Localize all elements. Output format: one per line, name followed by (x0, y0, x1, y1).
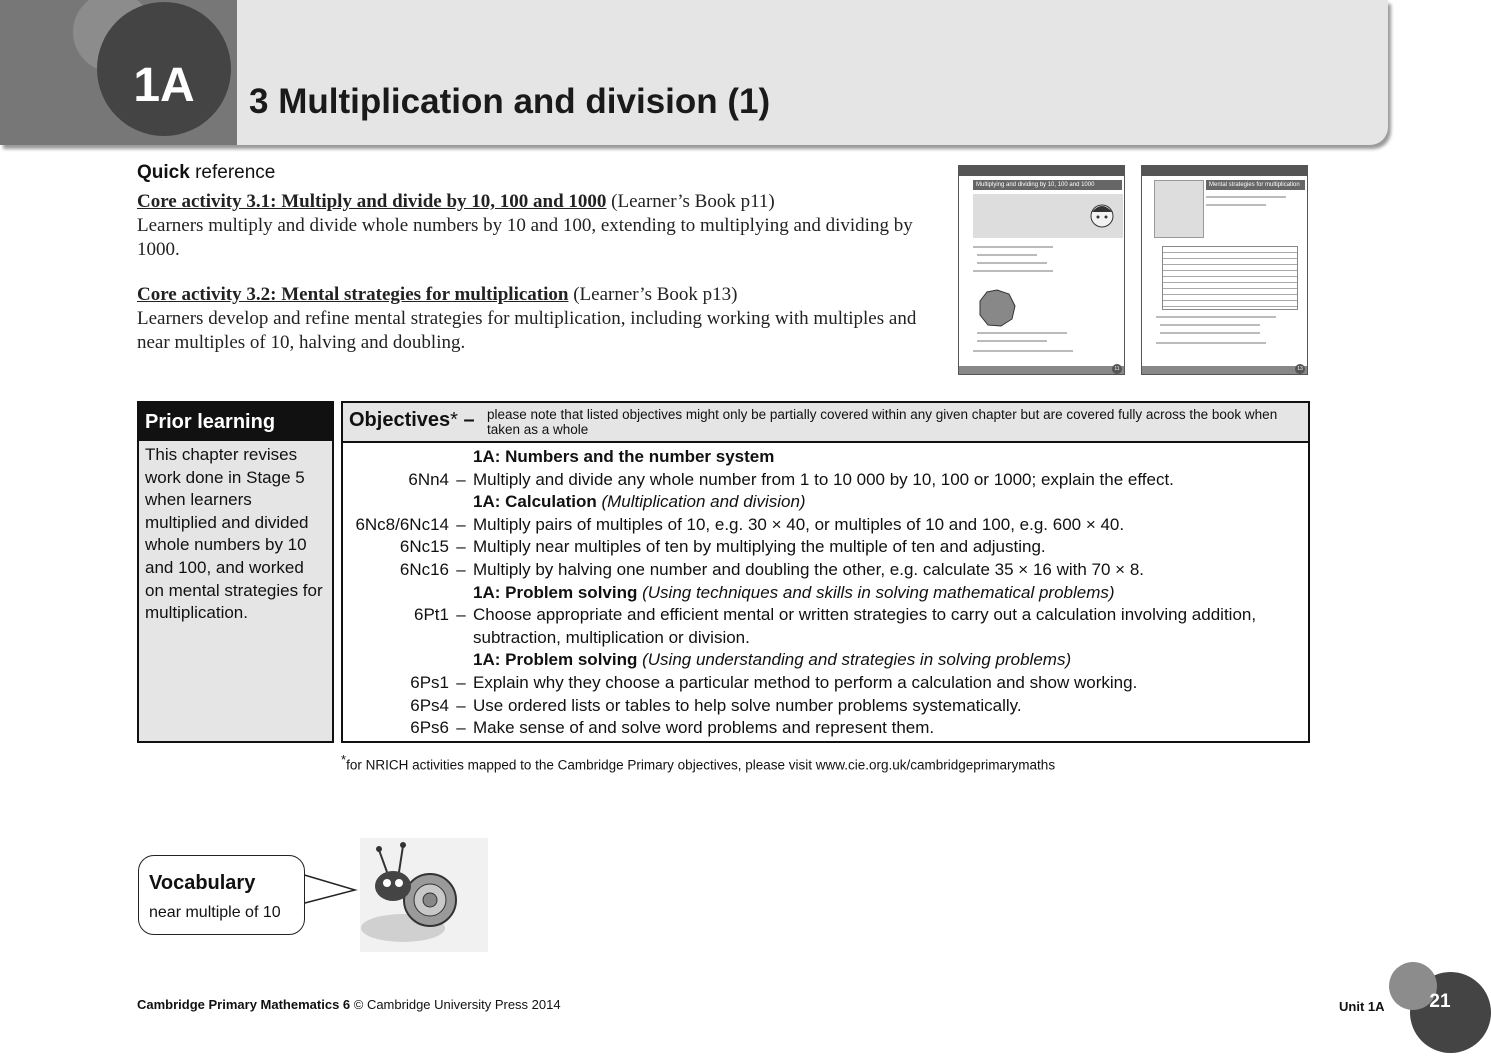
objectives-heading: Objectives* – (349, 409, 475, 431)
objective-row (343, 559, 1308, 582)
objective-text: Make sense of and solve word problems and represent them. (473, 718, 935, 738)
objective-text: Multiply by halving one number and doubling the other, e.g. calculate 35 × 16 with 70 × 8. (473, 559, 1145, 579)
objective-text: Choose appropriate and efficient mental or written strategies to carry out a calculation involving addition, subtraction, multiplication or division. (473, 605, 1257, 647)
objectives-note: please note that listed objectives might only be partially covered within any given chapter but are covered fully across the book when taken as a whole (487, 407, 1278, 437)
objective-code: 6Ps4 (410, 695, 449, 715)
objective-dash: – (456, 469, 466, 489)
footer-book-credit: Cambridge Primary Mathematics 6 © Cambridge University Press 2014 (137, 997, 561, 1012)
chapter-title: 3 Multiplication and division (1) (249, 82, 771, 121)
core-activity-1-title: Core activity 3.1: Multiply and divide by 10, 100 and 1000 (137, 191, 607, 212)
core-activity-2 (137, 283, 937, 355)
objective-section-heading: 1A: Numbers and the number system (473, 447, 775, 466)
objective-text: Multiply pairs of multiples of 10, e.g. 30 × 40, or multiples of 10 and 100, e.g. 600 × 40. (473, 514, 1125, 534)
objective-row (343, 604, 1308, 649)
objective-dash: – (456, 672, 466, 692)
core-activity-2-book-ref: (Learner’s Book p13) (568, 284, 738, 305)
thumbnail-title: Mental strategies for multiplication (1206, 180, 1305, 190)
objective-code: 6Nc8/6Nc14 (355, 514, 449, 534)
objective-row (343, 469, 1308, 492)
vocabulary-bubble (138, 855, 305, 935)
polygon-diagram-icon (977, 288, 1017, 328)
footer-unit-label: Unit 1A (1339, 999, 1385, 1014)
learners-book-thumbnail-p13 (1141, 165, 1308, 375)
core-activity-2-text: Learners develop and refine mental strategies for multiplication, including working with multiples and near multiples of 10, halving and doubling. (137, 308, 917, 353)
core-activity-1 (137, 190, 937, 262)
objective-text: Use ordered lists or tables to help solve number problems systematically. (473, 695, 1022, 715)
vocabulary-term: near multiple of 10 (149, 904, 281, 921)
nrich-footnote: *for NRICH activities mapped to the Cambridge Primary objectives, please visit www.cie.org.uk/cambridgeprimarymaths (341, 752, 1056, 773)
objective-dash: – (456, 514, 466, 534)
objective-section-heading: 1A: Calculation (Multiplication and division) (473, 492, 806, 512)
objective-text: Explain why they choose a particular method to perform a calculation and show working. (473, 672, 1138, 692)
objective-row (343, 717, 1308, 740)
objective-code: 6Pt1 (414, 605, 449, 625)
page-number: 21 (1429, 991, 1451, 1012)
thumbnail-page-number: 13 (1295, 364, 1305, 374)
objective-code: 6Nn4 (408, 469, 449, 489)
thumbnail-title: Multiplying and dividing by 10, 100 and 1000 (973, 180, 1122, 190)
objective-code: 6Ps6 (410, 718, 449, 738)
snail-illustration-icon (295, 838, 495, 956)
objective-dash: – (456, 695, 466, 715)
objective-row (343, 514, 1308, 537)
objective-text: Multiply and divide any whole number from 1 to 10 000 by 10, 100 or 1000; explain the effect. (473, 469, 1174, 489)
objective-code: 6Nc15 (399, 537, 449, 557)
objective-section-heading: 1A: Problem solving (Using techniques and skills in solving mathematical problems) (473, 582, 1115, 602)
objective-dash: – (456, 605, 466, 625)
objectives-header (343, 403, 1308, 443)
quick-reference-heading: Quick reference (137, 162, 276, 183)
objective-dash: – (456, 537, 466, 557)
core-activity-2-title: Core activity 3.2: Mental strategies for multiplication (137, 284, 569, 305)
objective-row (343, 695, 1308, 718)
thumbnail-page-number: 11 (1112, 364, 1122, 374)
objectives-list (343, 443, 1308, 740)
objective-code: 6Ps1 (410, 672, 449, 692)
objective-code: 6Nc16 (399, 559, 449, 579)
core-activity-1-book-ref: (Learner’s Book p11) (606, 191, 775, 212)
objective-row (343, 536, 1308, 559)
objective-section-heading: 1A: Problem solving (Using understanding and strategies in solving problems) (473, 650, 1072, 670)
objective-dash: – (456, 559, 466, 579)
prior-learning-box (137, 401, 334, 743)
objectives-box (341, 401, 1310, 743)
core-activity-1-text: Learners multiply and divide whole numbers by 10 and 100, extending to multiplying and dividing by 1000. (137, 215, 913, 260)
vocabulary-heading: Vocabulary (149, 872, 256, 894)
unit-code: 1A (133, 59, 195, 112)
learners-book-thumbnail-p11 (958, 165, 1125, 375)
child-illustration-icon (1087, 202, 1117, 236)
prior-learning-heading: Prior learning (139, 403, 332, 441)
objective-dash: – (456, 718, 466, 738)
prior-learning-text: This chapter revises work done in Stage 5 when learners multiplied and divided whole numbers by 10 and 100, and worked on mental strategies for multiplication. (145, 445, 323, 623)
objective-text: Multiply near multiples of ten by multiplying the multiple of ten and adjusting. (473, 537, 1046, 557)
objective-row (343, 672, 1308, 695)
